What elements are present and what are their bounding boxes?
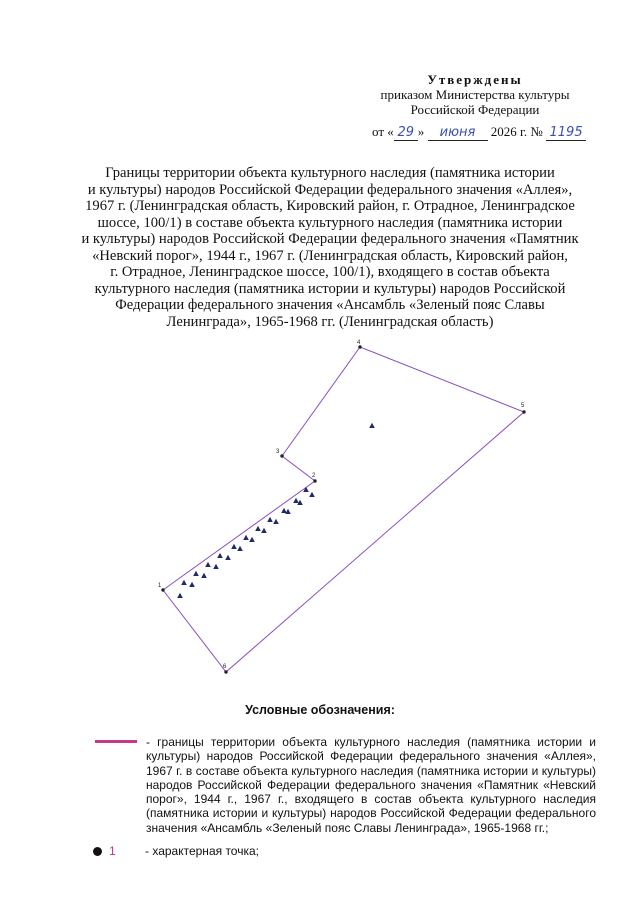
- monument-marker-icon: [189, 582, 195, 587]
- monument-marker-icon: [293, 498, 299, 503]
- monument-marker-icon: [177, 593, 183, 598]
- point-2-dot: [313, 479, 316, 482]
- characteristic-points: [161, 345, 525, 673]
- monument-marker-icon: [369, 423, 375, 428]
- title-line: шоссе, 100/1) в составе объекта культурного наследия (памятника истории: [97, 214, 563, 231]
- monument-marker-icon: [205, 562, 211, 567]
- point-3-dot: [280, 454, 283, 457]
- legend-title: Условные обозначения:: [245, 703, 395, 717]
- point-label: 5: [521, 403, 525, 409]
- title-line: Федерации федерального значения «Ансамбль «Зеленый пояс Славы: [115, 297, 545, 313]
- order-number: 1195: [546, 126, 586, 141]
- point-5-dot: [522, 410, 525, 413]
- monument-marker-icon: [237, 546, 243, 551]
- monument-marker-icon: [267, 517, 273, 522]
- order-line: [372, 124, 612, 141]
- characteristic-point-icon: [93, 847, 102, 856]
- title-line: Границы территории объекта культурного наследия (памятника истории: [105, 165, 555, 181]
- point-label: 4: [357, 340, 361, 346]
- title-line: 1967 г. (Ленинградская область, Кировский район, г. Отрадное, Ленинградское: [85, 198, 575, 214]
- approval-block: [350, 72, 600, 117]
- order-month: июня: [428, 126, 488, 141]
- legend-boundary-description: - границы территории объекта культурного наследия (памятника истории и культуры) народов Российской Федерации федерального значения «Аллея», 1967 г. в составе объекта культурного наследия (памятника истории и культуры) народов Российской Федерации федерального значения «Памятник «Невский порог», 1944 г., 1967 г., входящего в состав объекта культурного наследия (памятника истории и культуры) народов Российской Федерации федерального значения «Ансамбль «Зеленый пояс Славы Ленинграда», 1965-1968 гг.;: [146, 735, 596, 835]
- monument-marker-icon: [285, 509, 291, 514]
- monument-marker-icon: [231, 544, 237, 549]
- approval-line-2: Российской Федерации: [410, 102, 540, 117]
- boundary-map: [0, 335, 640, 685]
- title-line: и культуры) народов Российской Федерации федерального значения «Памятник: [81, 231, 579, 247]
- monument-marker-icon: [213, 564, 219, 569]
- legend-boundary-line-icon: [95, 740, 137, 743]
- monument-marker-icon: [261, 528, 267, 533]
- point-1-dot: [161, 588, 164, 591]
- monument-marker-icon: [255, 526, 261, 531]
- legend-point-item: [93, 844, 259, 858]
- point-6-dot: [224, 670, 227, 673]
- order-quote-close: »: [417, 124, 425, 139]
- title-line: и культуры) народов Российской Федерации федерального значения «Аллея»,: [87, 181, 573, 198]
- territory-boundary: [163, 347, 524, 672]
- point-labels: [158, 340, 525, 670]
- point-label: 1: [158, 583, 162, 589]
- approval-heading: Утверждены: [427, 72, 523, 87]
- order-day: 29: [394, 126, 418, 141]
- legend-point-number: 1: [109, 844, 116, 858]
- title-line: г. Отрадное, Ленинградское шоссе, 100/1), входящего в состав объекта: [110, 264, 550, 280]
- order-year: 2026 г. №: [490, 124, 543, 139]
- monument-marker-icon: [193, 571, 199, 576]
- monument-marker-icon: [309, 492, 315, 497]
- monument-marker-icon: [181, 580, 187, 585]
- document-title: [70, 165, 590, 330]
- legend-point-description: - характерная точка;: [145, 844, 259, 858]
- point-label: 3: [276, 449, 280, 455]
- monument-marker-icon: [281, 508, 287, 513]
- point-label: 6: [223, 664, 227, 670]
- monument-marker-icon: [225, 555, 231, 560]
- point-label: 2: [312, 473, 316, 479]
- order-from-label: от «: [372, 124, 394, 139]
- title-line: «Невский порог», 1944 г., 1967 г. (Ленинградская область, Кировский район,: [92, 247, 568, 264]
- monument-marker-icon: [201, 573, 207, 578]
- approval-line-1: приказом Министерства культуры: [380, 87, 570, 102]
- title-line: Ленинграда», 1965-1968 гг. (Ленинградская область): [166, 313, 494, 330]
- monument-marker-icon: [249, 537, 255, 542]
- monument-marker-icon: [243, 535, 249, 540]
- title-line: культурного наследия (памятника истории и культуры) народов Российской: [94, 280, 566, 297]
- monument-marker-icon: [217, 553, 223, 558]
- monument-marker-icon: [273, 519, 279, 524]
